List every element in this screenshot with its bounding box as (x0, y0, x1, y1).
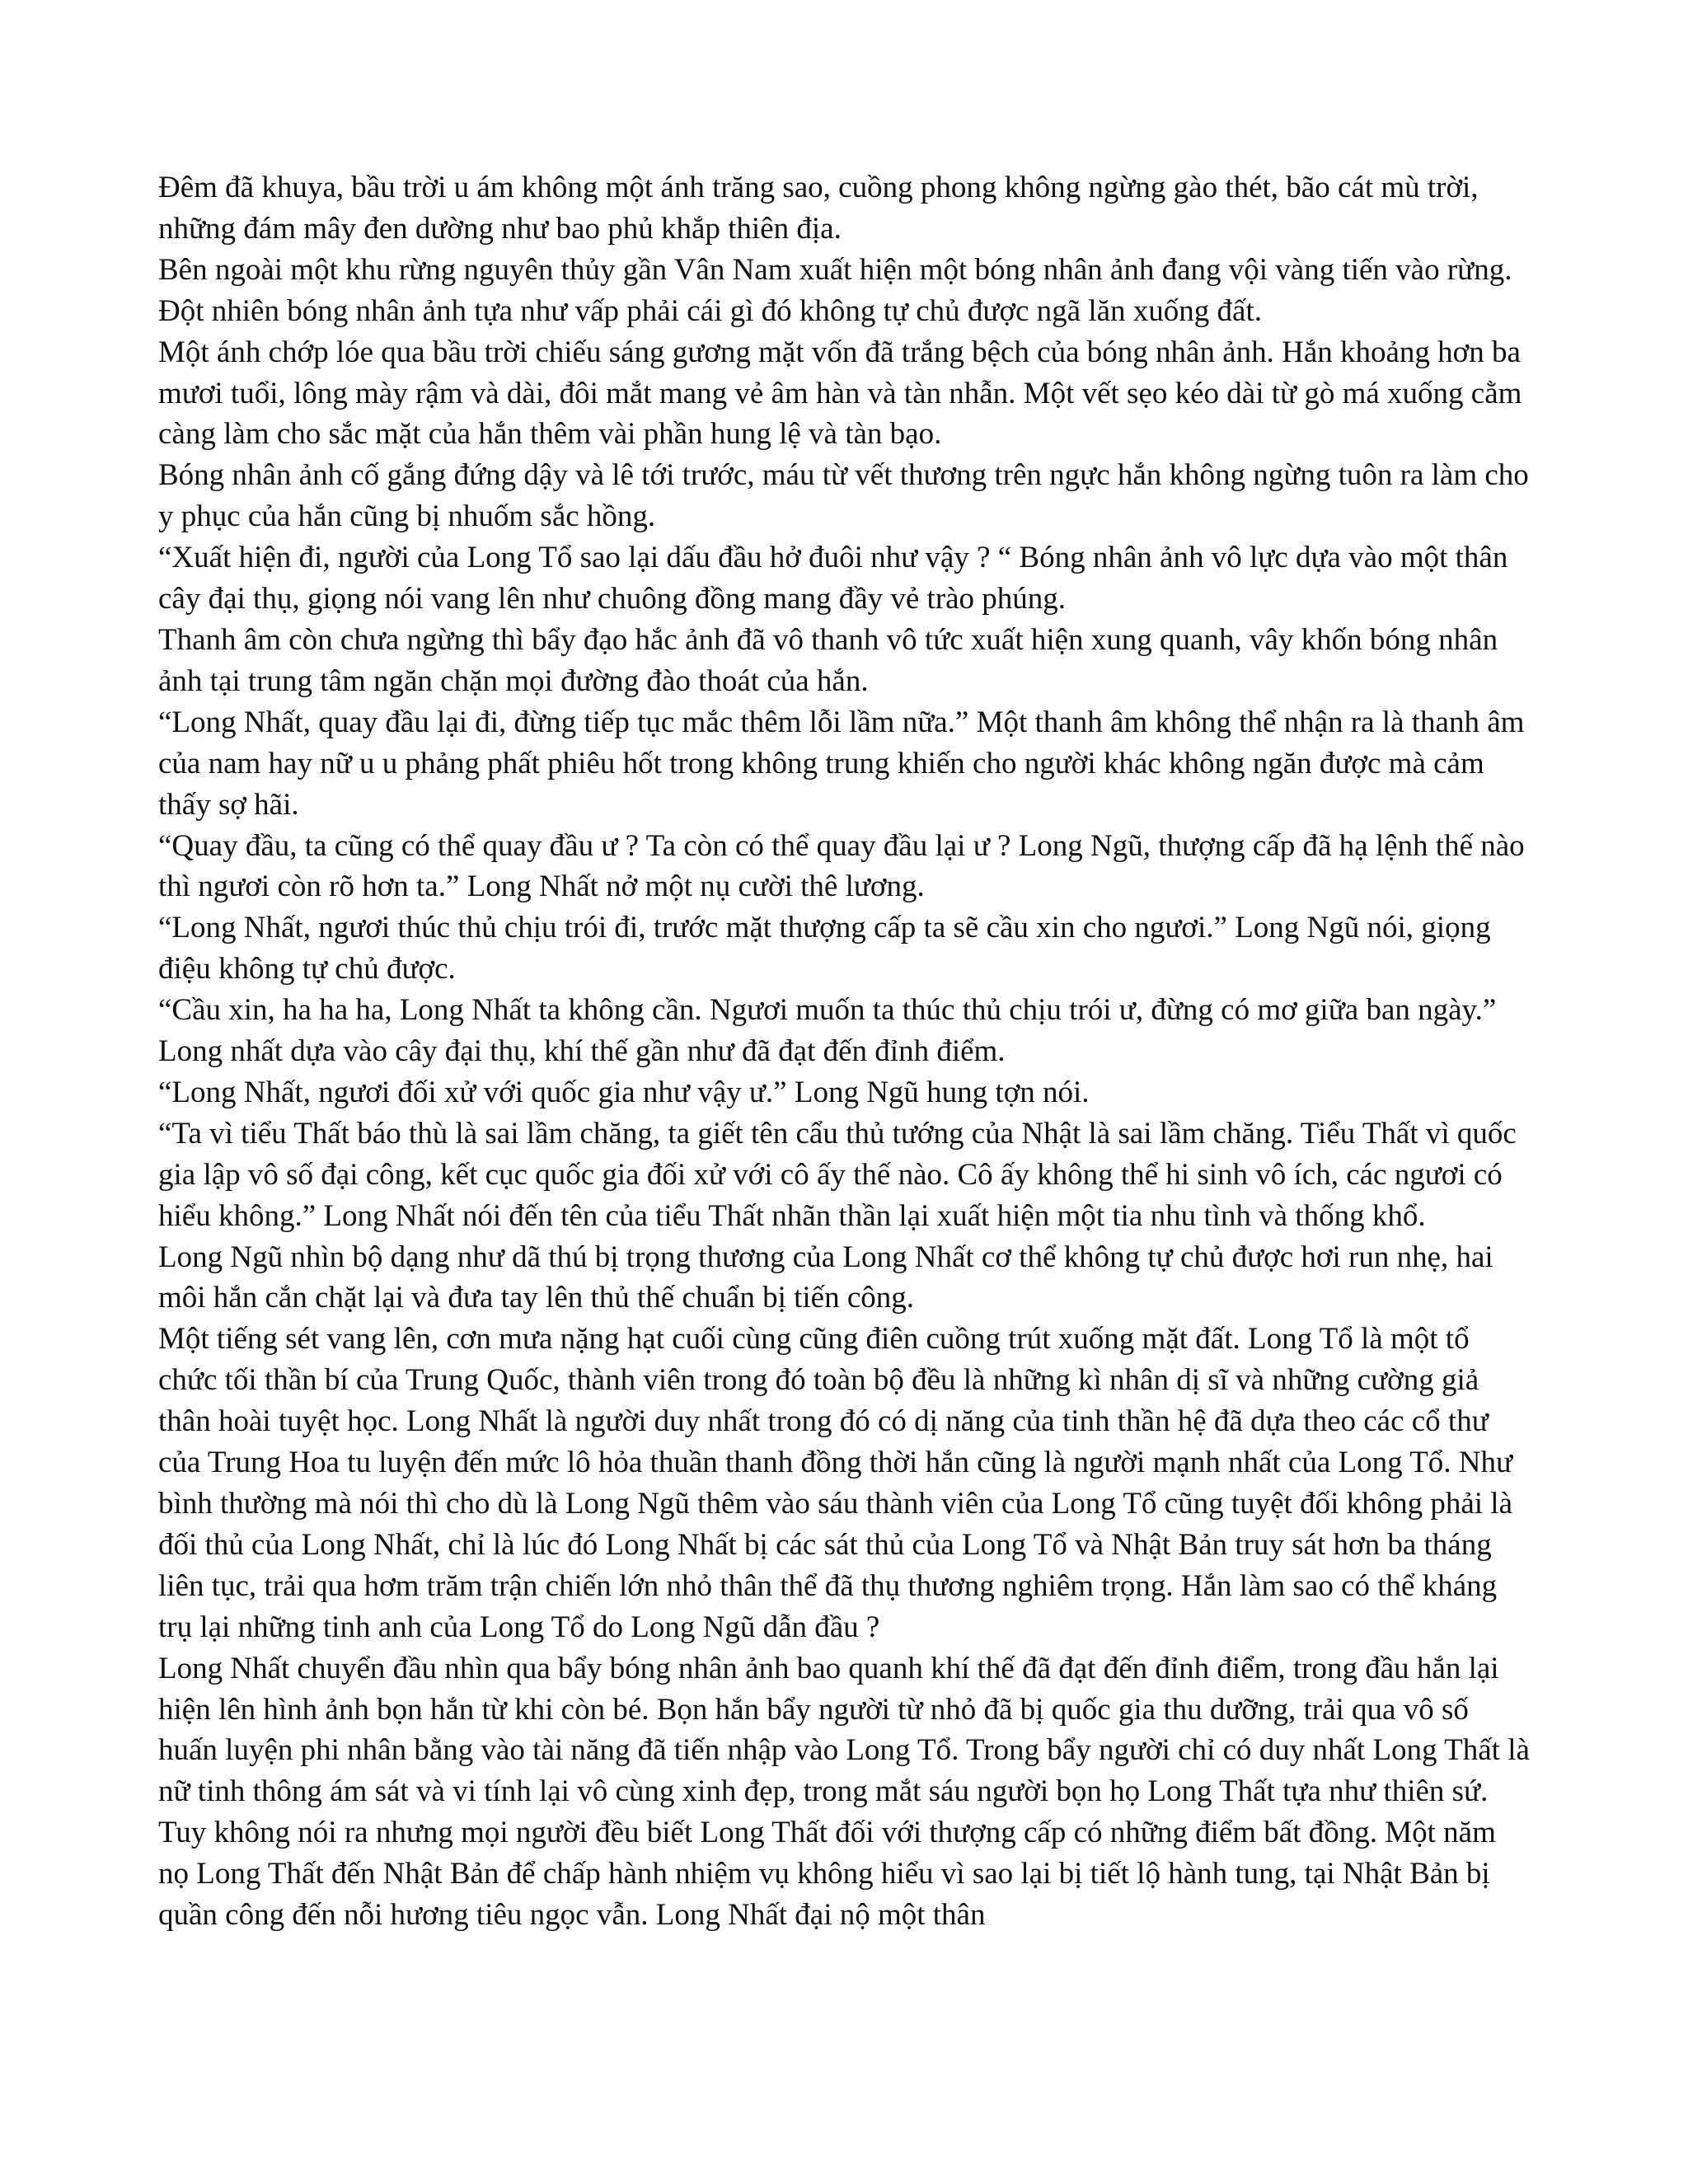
paragraph: “Xuất hiện đi, người của Long Tổ sao lại dấu đầu hở đuôi như vậy ? “ Bóng nhân ảnh vô lực dựa vào một thân cây đại thụ, giọng nói vang lên như chuông đồng mang đầy vẻ trào phúng. (158, 541, 1508, 616)
paragraph: Đêm đã khuya, bầu trời u ám không một ánh trăng sao, cuồng phong không ngừng gào thét, bão cát mù trời, những đám mây đen dường như bao phủ khắp thiên địa. (158, 171, 1479, 246)
paragraph: Bóng nhân ảnh cố gắng đứng dậy và lê tới trước, máu từ vết thương trên ngực hắn không ngừng tuôn ra làm cho y phục của hắn cũng bị nhuốm sắc hồng. (158, 458, 1529, 534)
paragraph: Long Nhất chuyển đầu nhìn qua bẩy bóng nhân ảnh bao quanh khí thế đã đạt đến đỉnh điểm, trong đầu hắn lại hiện lên hình ảnh bọn hắn từ khi còn bé. Bọn hắn bẩy người từ nhỏ đã bị quốc gia thu dưỡng, trải qua vô số huấn luyện phi nhân bằng vào tài năng đã tiến nhập vào Long Tổ. Trong bẩy người chỉ có duy nhất Long Thất là nữ tinh thông ám sát và vi tính lại vô cùng xinh đẹp, trong mắt sáu người bọn họ Long Thất tựa như thiên sứ. Tuy không nói ra nhưng mọi người đều biết Long Thất đối với thượng cấp có những điểm bất đồng. Một năm nọ Long Thất đến Nhật Bản để chấp hành nhiệm vụ không hiểu vì sao lại bị tiết lộ hành tung, tại Nhật Bản bị quần công đến nỗi hương tiêu ngọc vẫn. Long Nhất đại nộ một thân (158, 1651, 1530, 1933)
body-text (158, 167, 1533, 1936)
paragraph: Một tiếng sét vang lên, cơn mưa nặng hạt cuối cùng cũng điên cuồng trút xuống mặt đất. Long Tổ là một tổ chức tối thần bí của Trung Quốc, thành viên trong đó toàn bộ đều là những kì nhân dị sĩ và những cường giả thân hoài tuyệt học. Long Nhất là người duy nhất trong đó có dị năng của tinh thần hệ đã dựa theo các cổ thư của Trung Hoa tu luyện đến mức lô hỏa thuần thanh đồng thời hắn cũng là người mạnh nhất của Long Tổ. Như bình thường mà nói thì cho dù là Long Ngũ thêm vào sáu thành viên của Long Tổ cũng tuyệt đối không phải là đối thủ của Long Nhất, chỉ là lúc đó Long Nhất bị các sát thủ của Long Tổ và Nhật Bản truy sát hơn ba tháng liên tục, trải qua hơm trăm trận chiến lớn nhỏ thân thể đã thụ thương nghiêm trọng. Hắn làm sao có thể kháng trụ lại những tinh anh của Long Tổ do Long Ngũ dẫn đầu ? (158, 1322, 1513, 1644)
paragraph: “Cầu xin, ha ha ha, Long Nhất ta không cần. Ngươi muốn ta thúc thủ chịu trói ư, đừng có mơ giữa ban ngày.” Long nhất dựa vào cây đại thụ, khí thế gần như đã đạt đến đỉnh điểm. (158, 993, 1497, 1069)
paragraph: “Ta vì tiểu Thất báo thù là sai lầm chăng, ta giết tên cẩu thủ tướng của Nhật là sai lầm chăng. Tiểu Thất vì quốc gia lập vô số đại công, kết cục quốc gia đối xử với cô ấy thế nào. Cô ấy không thể hi sinh vô ích, các ngươi có hiểu không.” Long Nhất nói đến tên của tiểu Thất nhãn thần lại xuất hiện một tia nhu tình và thống khổ. (158, 1116, 1517, 1233)
paragraph: Long Ngũ nhìn bộ dạng như dã thú bị trọng thương của Long Nhất cơ thể không tự chủ được hơi run nhẹ, hai môi hắn cắn chặt lại và đưa tay lên thủ thế chuẩn bị tiến công. (158, 1240, 1493, 1315)
paragraph: Thanh âm còn chưa ngừng thì bẩy đạo hắc ảnh đã vô thanh vô tức xuất hiện xung quanh, vây khốn bóng nhân ảnh tại trung tâm ngăn chặn mọi đường đào thoát của hắn. (158, 622, 1498, 698)
paragraph: “Quay đầu, ta cũng có thể quay đầu ư ? Ta còn có thể quay đầu lại ư ? Long Ngũ, thượng cấp đã hạ lệnh thế nào thì ngươi còn rõ hơn ta.” Long Nhất nở một nụ cười thê lương. (158, 828, 1525, 904)
paragraph: “Long Nhất, ngươi thúc thủ chịu trói đi, trước mặt thượng cấp ta sẽ cầu xin cho ngươi.” Long Ngũ nói, giọng điệu không tự chủ được. (158, 911, 1491, 987)
paragraph: Một ánh chớp lóe qua bầu trời chiếu sáng gương mặt vốn đã trắng bệch của bóng nhân ảnh. Hắn khoảng hơn ba mươi tuổi, lông mày rậm và dài, đôi mắt mang vẻ âm hàn và tàn nhẫn. Một vết sẹo kéo dài từ gò má xuống cằm càng làm cho sắc mặt của hắn thêm vài phần hung lệ và tàn bạo. (158, 335, 1522, 452)
paragraph: “Long Nhất, quay đầu lại đi, đừng tiếp tục mắc thêm lỗi lầm nữa.” Một thanh âm không thể nhận ra là thanh âm của nam hay nữ u u phảng phất phiêu hốt trong không trung khiến cho người khác không ngăn được mà cảm thấy sợ hãi. (158, 705, 1525, 822)
paragraph: Bên ngoài một khu rừng nguyên thủy gần Vân Nam xuất hiện một bóng nhân ảnh đang vội vàng tiến vào rừng. Đột nhiên bóng nhân ảnh tựa như vấp phải cái gì đó không tự chủ được ngã lăn xuống đất. (158, 252, 1512, 328)
paragraph: “Long Nhất, ngươi đối xử với quốc gia như vậy ư.” Long Ngũ hung tợn nói. (158, 1075, 1090, 1109)
